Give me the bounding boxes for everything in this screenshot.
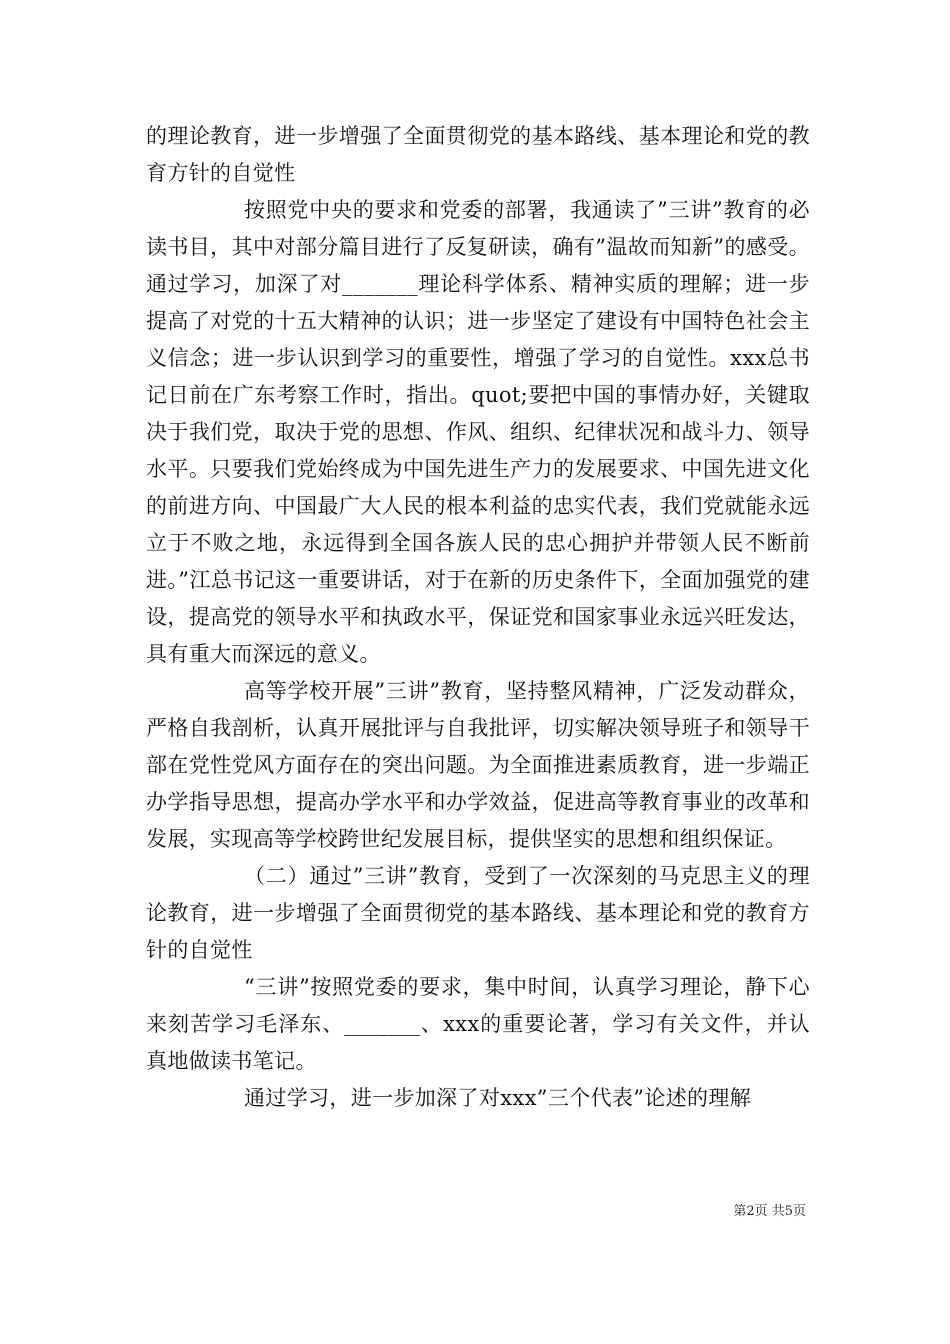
paragraph-6: 通过学习，进一步加深了对xxx”三个代表”论述的理解 — [244, 1086, 752, 1110]
paragraph-1: 的理论教育，进一步增强了全面贯彻党的基本路线、基本理论和党的教育方针的自觉性 — [146, 124, 810, 185]
page-number-footer: 第2页 共5页 — [733, 1204, 806, 1219]
document-body — [146, 118, 810, 1117]
paragraph-4: （二）通过”三讲”教育，受到了一次深刻的马克思主义的理论教育，进一步增强了全面贯彻党的基本路线、基本理论和党的教育方针的自觉性 — [146, 864, 810, 962]
paragraph-2: 按照党中央的要求和党委的部署，我通读了”三讲”教育的必读书目，其中对部分篇目进行了反复研读，确有”温故而知新”的感受。通过学习，加深了对_______理论科学体系、精神实质的理解；进一步提高了对党的十五大精神的认识；进一步坚定了建设有中国特色社会主义信念；进一步认识到学习的重要性，增强了学习的自觉性。xxx总书记日前在广东考察工作时，指出。quot;要把中国的事情办好，关键取决于我们党，取决于党的思想、作风、组织、纪律状况和战斗力、领导水平。只要我们党始终成为中国先进生产力的发展要求、中国先进文化的前进方向、中国最广大人民的根本利益的忠实代表，我们党就能永远立于不败之地，永远得到全国各族人民的忠心拥护并带领人民不断前进。”江总书记这一重要讲话，对于在新的历史条件下，全面加强党的建设，提高党的领导水平和执政水平，保证党和国家事业永远兴旺发达，具有重大而深远的意义。 — [146, 198, 810, 666]
paragraph-5: “三讲”按照党委的要求，集中时间，认真学习理论，静下心来刻苦学习毛泽东、_______、xxx的重要论著，学习有关文件，并认真地做读书笔记。 — [146, 975, 810, 1073]
paragraph-3: 高等学校开展”三讲”教育，坚持整风精神，广泛发动群众，严格自我剖析，认真开展批评与自我批评，切实解决领导班子和领导干部在党性党风方面存在的突出问题。为全面推进素质教育，进一步端正办学指导思想，提高办学水平和办学效益，促进高等教育事业的改革和发展，实现高等学校跨世纪发展目标，提供坚实的思想和组织保证。 — [146, 679, 810, 851]
